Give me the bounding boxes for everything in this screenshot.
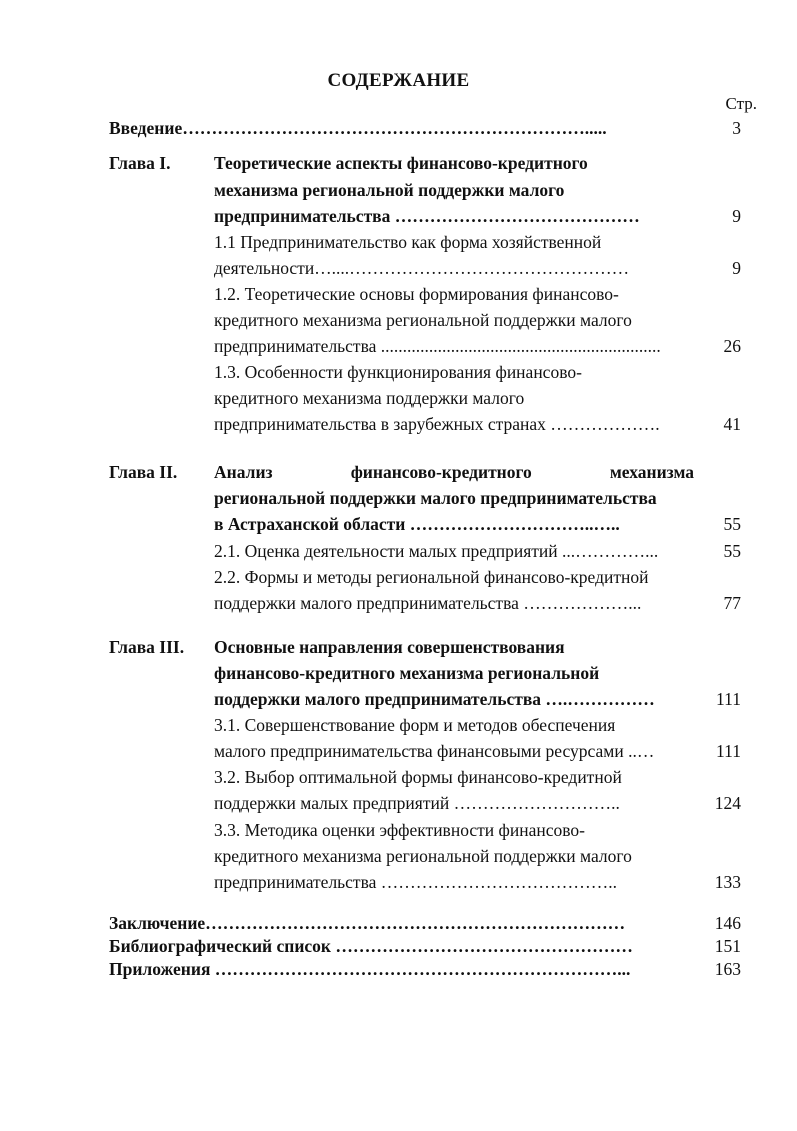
section-3-2-line: поддержки малых предприятий ……………………….. <box>214 793 620 813</box>
toc-page-section-3-3: 133 <box>714 872 741 892</box>
chapter2-heading-line: региональной поддержки малого предпринимательства <box>214 488 657 508</box>
toc-entry-conclusion: Заключение……………………………………………………………… <box>109 913 626 933</box>
section-1-1-line: деятельности…....………………………………………… <box>214 258 630 278</box>
toc-page-section-2-1: 55 <box>723 541 741 561</box>
section-1-3-line: предпринимательства в зарубежных странах ………………. <box>214 414 660 434</box>
toc-page-section-1-3: 41 <box>723 414 741 434</box>
toc-entry-intro: Введение……………………………………………………………..... <box>109 118 607 138</box>
toc-page-section-1-2: 26 <box>723 336 741 356</box>
chapter2-heading-line: в Астраханской области …………………………..….. <box>214 514 620 534</box>
section-3-3-line: предпринимательства ………………………………….. <box>214 872 618 892</box>
section-3-3-line: 3.3. Методика оценки эффективности финансово- <box>214 820 585 840</box>
toc-page-section-3-2: 124 <box>714 793 741 813</box>
page-column-label: Стр. <box>725 94 757 113</box>
toc-page-section-2-2: 77 <box>723 593 741 613</box>
toc-entry-bibliography: Библиографический список …………………………………………… <box>109 936 633 956</box>
chapter3-label: Глава III. <box>109 637 185 657</box>
section-3-2-line: 3.2. Выбор оптимальной формы финансово-кредитной <box>214 767 622 787</box>
chapter2-heading-first-line <box>214 462 694 483</box>
toc-page-chapter1: 9 <box>732 206 741 226</box>
toc-entry-appendix: Приложения ……………………………………………………………... <box>109 959 631 979</box>
toc-page-chapter2: 55 <box>723 514 741 534</box>
section-2-1-line: 2.1. Оценка деятельности малых предприятий ...…………... <box>214 541 659 561</box>
chapter2-label: Глава II. <box>109 462 178 482</box>
section-3-1-line: 3.1. Совершенствование форм и методов обеспечения <box>214 715 616 735</box>
toc-page-bibliography: 151 <box>714 936 741 956</box>
section-1-3-line: 1.3. Особенности функционирования финансово- <box>214 362 582 382</box>
chapter3-heading-line: поддержки малого предпринимательства ….…………… <box>214 689 655 709</box>
toc-page-chapter3: 111 <box>716 689 741 709</box>
chapter1-heading-line: предпринимательства …………………………………… <box>214 206 640 226</box>
page-title: СОДЕРЖАНИЕ <box>327 70 470 91</box>
section-1-2-line: 1.2. Теоретические основы формирования финансово- <box>214 284 619 304</box>
chapter3-heading-line: Основные направления совершенствования <box>214 637 565 657</box>
section-1-1-line: 1.1 Предпринимательство как форма хозяйственной <box>214 232 602 252</box>
toc-page-section-3-1: 111 <box>716 741 741 761</box>
chapter1-heading-line: механизма региональной поддержки малого <box>214 180 565 200</box>
toc-page-section-1-1: 9 <box>732 258 741 278</box>
chapter2-heading-word: финансово-кредитного <box>350 462 532 482</box>
chapter2-heading-word: Анализ <box>214 462 273 482</box>
toc-page-appendix: 163 <box>714 959 741 979</box>
toc-page-conclusion: 146 <box>714 913 741 933</box>
section-1-2-line: кредитного механизма региональной поддержки малого <box>214 310 632 330</box>
chapter1-heading-line: Теоретические аспекты финансово-кредитного <box>214 153 588 173</box>
chapter1-label: Глава I. <box>109 153 171 173</box>
section-1-3-line: кредитного механизма поддержки малого <box>214 388 525 408</box>
chapter2-heading-word: механизма <box>609 462 694 482</box>
section-2-2-line: поддержки малого предпринимательства ………………... <box>214 593 642 613</box>
chapter3-heading-line: финансово-кредитного механизма региональной <box>214 663 600 683</box>
toc-page-intro: 3 <box>732 118 741 138</box>
section-1-2-line: предпринимательства ................................................................ <box>214 336 661 356</box>
section-2-2-line: 2.2. Формы и методы региональной финансово-кредитной <box>214 567 649 587</box>
section-3-3-line: кредитного механизма региональной поддержки малого <box>214 846 632 866</box>
section-3-1-line: малого предпринимательства финансовыми ресурсами ..… <box>214 741 655 761</box>
